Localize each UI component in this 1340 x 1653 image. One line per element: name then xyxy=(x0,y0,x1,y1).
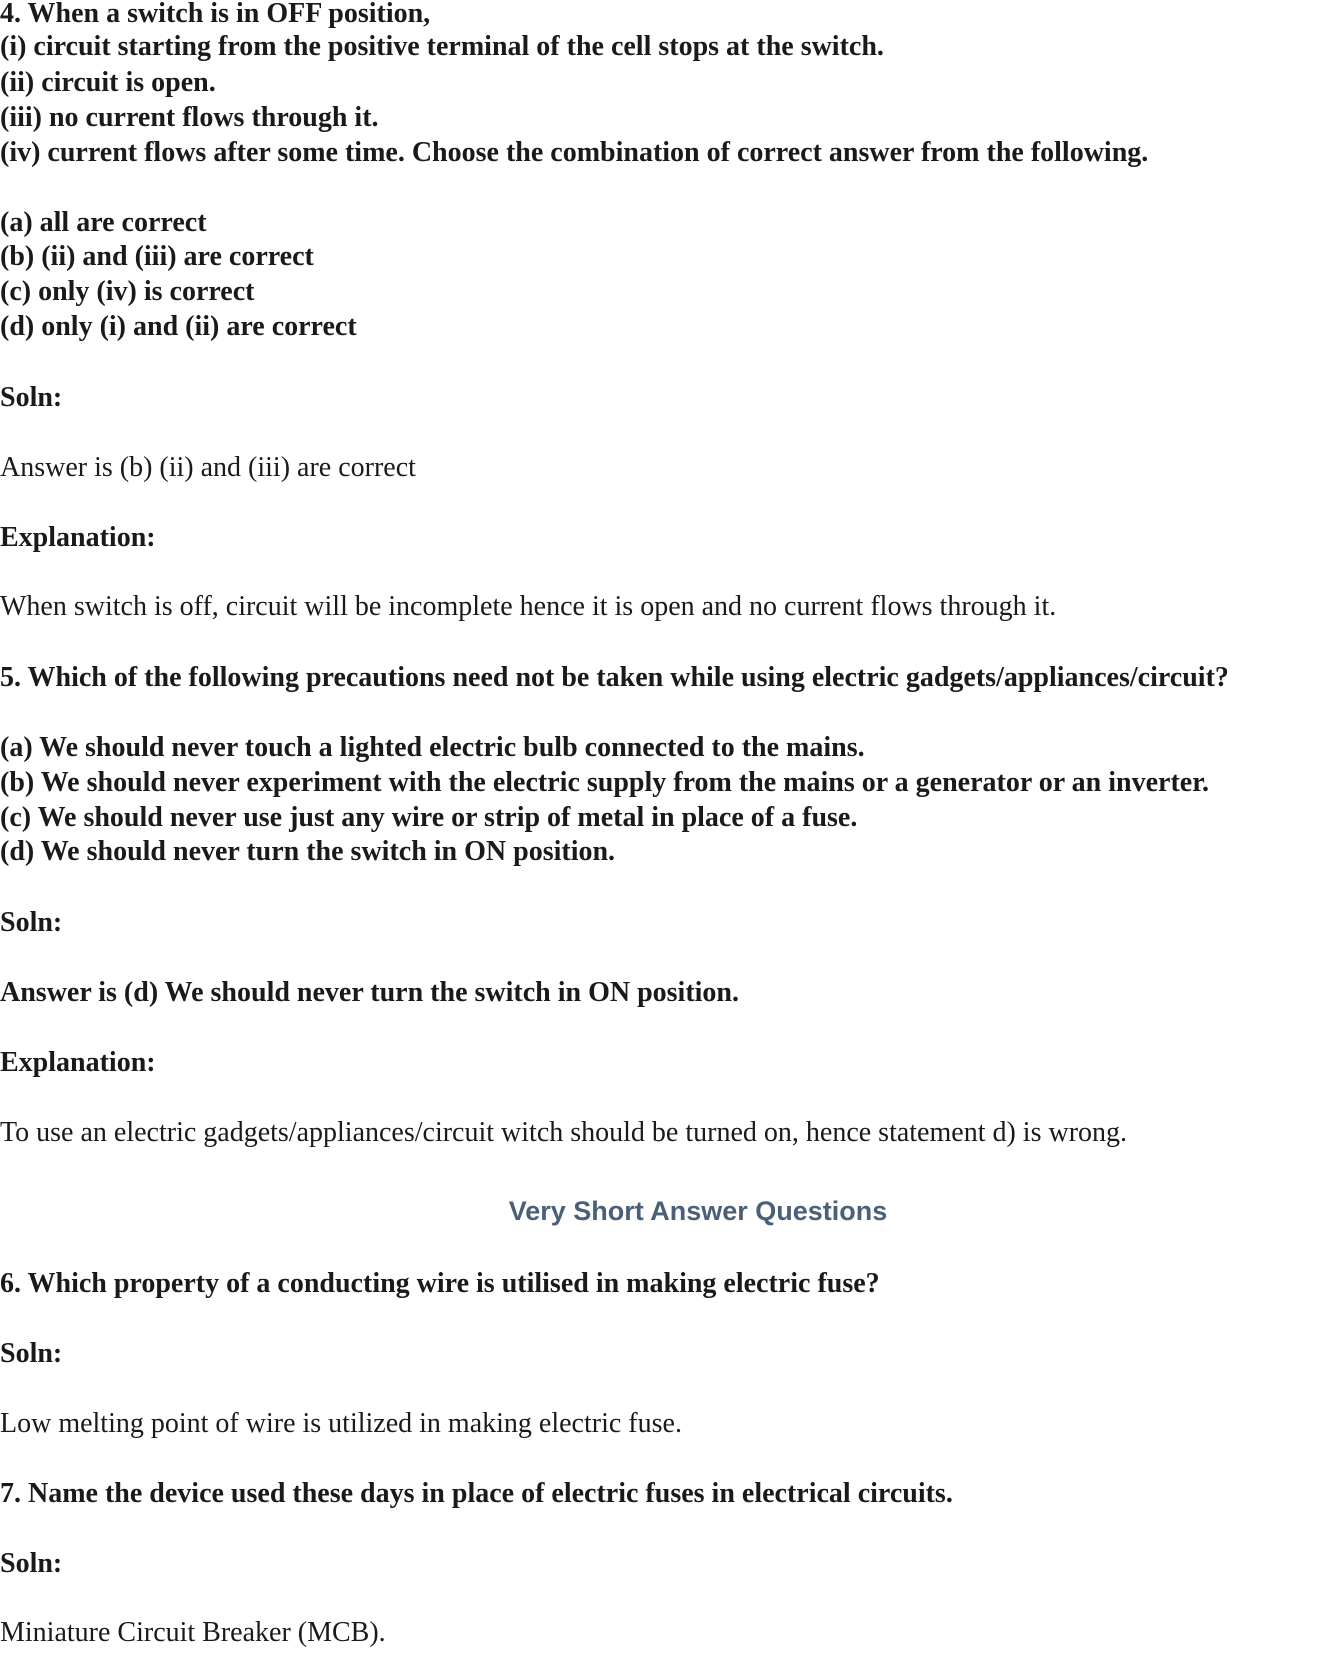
answer-text: Miniature Circuit Breaker (MCB). xyxy=(0,1617,386,1648)
section-heading: Very Short Answer Questions xyxy=(508,1196,888,1226)
option: (a) We should never touch a lighted electric bulb connected to the mains. xyxy=(0,732,865,763)
statement: (ii) circuit is open. xyxy=(0,67,216,98)
soln-label: Soln: xyxy=(0,1338,63,1369)
statement: (i) circuit starting from the positive terminal of the cell stops at the switch. xyxy=(0,31,884,62)
option: (c) We should never use just any wire or strip of metal in place of a fuse. xyxy=(0,802,858,833)
explanation-text: To use an electric gadgets/appliances/circuit witch should be turned on, hence statement d) is wrong. xyxy=(0,1117,1128,1148)
question-text: 4. When a switch is in OFF position, xyxy=(0,0,431,29)
answer-text: Answer is (b) (ii) and (iii) are correct xyxy=(0,452,416,483)
soln-label: Soln: xyxy=(0,1548,63,1579)
explanation-label: Explanation: xyxy=(0,1047,156,1078)
explanation-text: When switch is off, circuit will be incomplete hence it is open and no current flows through it. xyxy=(0,591,1057,622)
explanation-label: Explanation: xyxy=(0,522,156,553)
option: (c) only (iv) is correct xyxy=(0,276,255,307)
statement: (iv) current flows after some time. Choose the combination of correct answer from the following. xyxy=(0,137,1149,168)
answer-text: Answer is (d) We should never turn the switch in ON position. xyxy=(0,977,739,1008)
option: (a) all are correct xyxy=(0,207,207,238)
option: (d) only (i) and (ii) are correct xyxy=(0,311,357,342)
question-text: 5. Which of the following precautions need not be taken while using electric gadgets/appliances/circuit? xyxy=(0,662,1229,693)
option: (b) We should never experiment with the electric supply from the mains or a generator or an inverter. xyxy=(0,767,1210,798)
statement: (iii) no current flows through it. xyxy=(0,102,379,133)
question-text: 6. Which property of a conducting wire is utilised in making electric fuse? xyxy=(0,1268,880,1299)
soln-label: Soln: xyxy=(0,907,63,938)
question-text: 7. Name the device used these days in place of electric fuses in electrical circuits. xyxy=(0,1478,953,1509)
option: (d) We should never turn the switch in ON position. xyxy=(0,836,616,867)
option: (b) (ii) and (iii) are correct xyxy=(0,241,314,272)
answer-text: Low melting point of wire is utilized in making electric fuse. xyxy=(0,1408,682,1439)
soln-label: Soln: xyxy=(0,382,63,413)
